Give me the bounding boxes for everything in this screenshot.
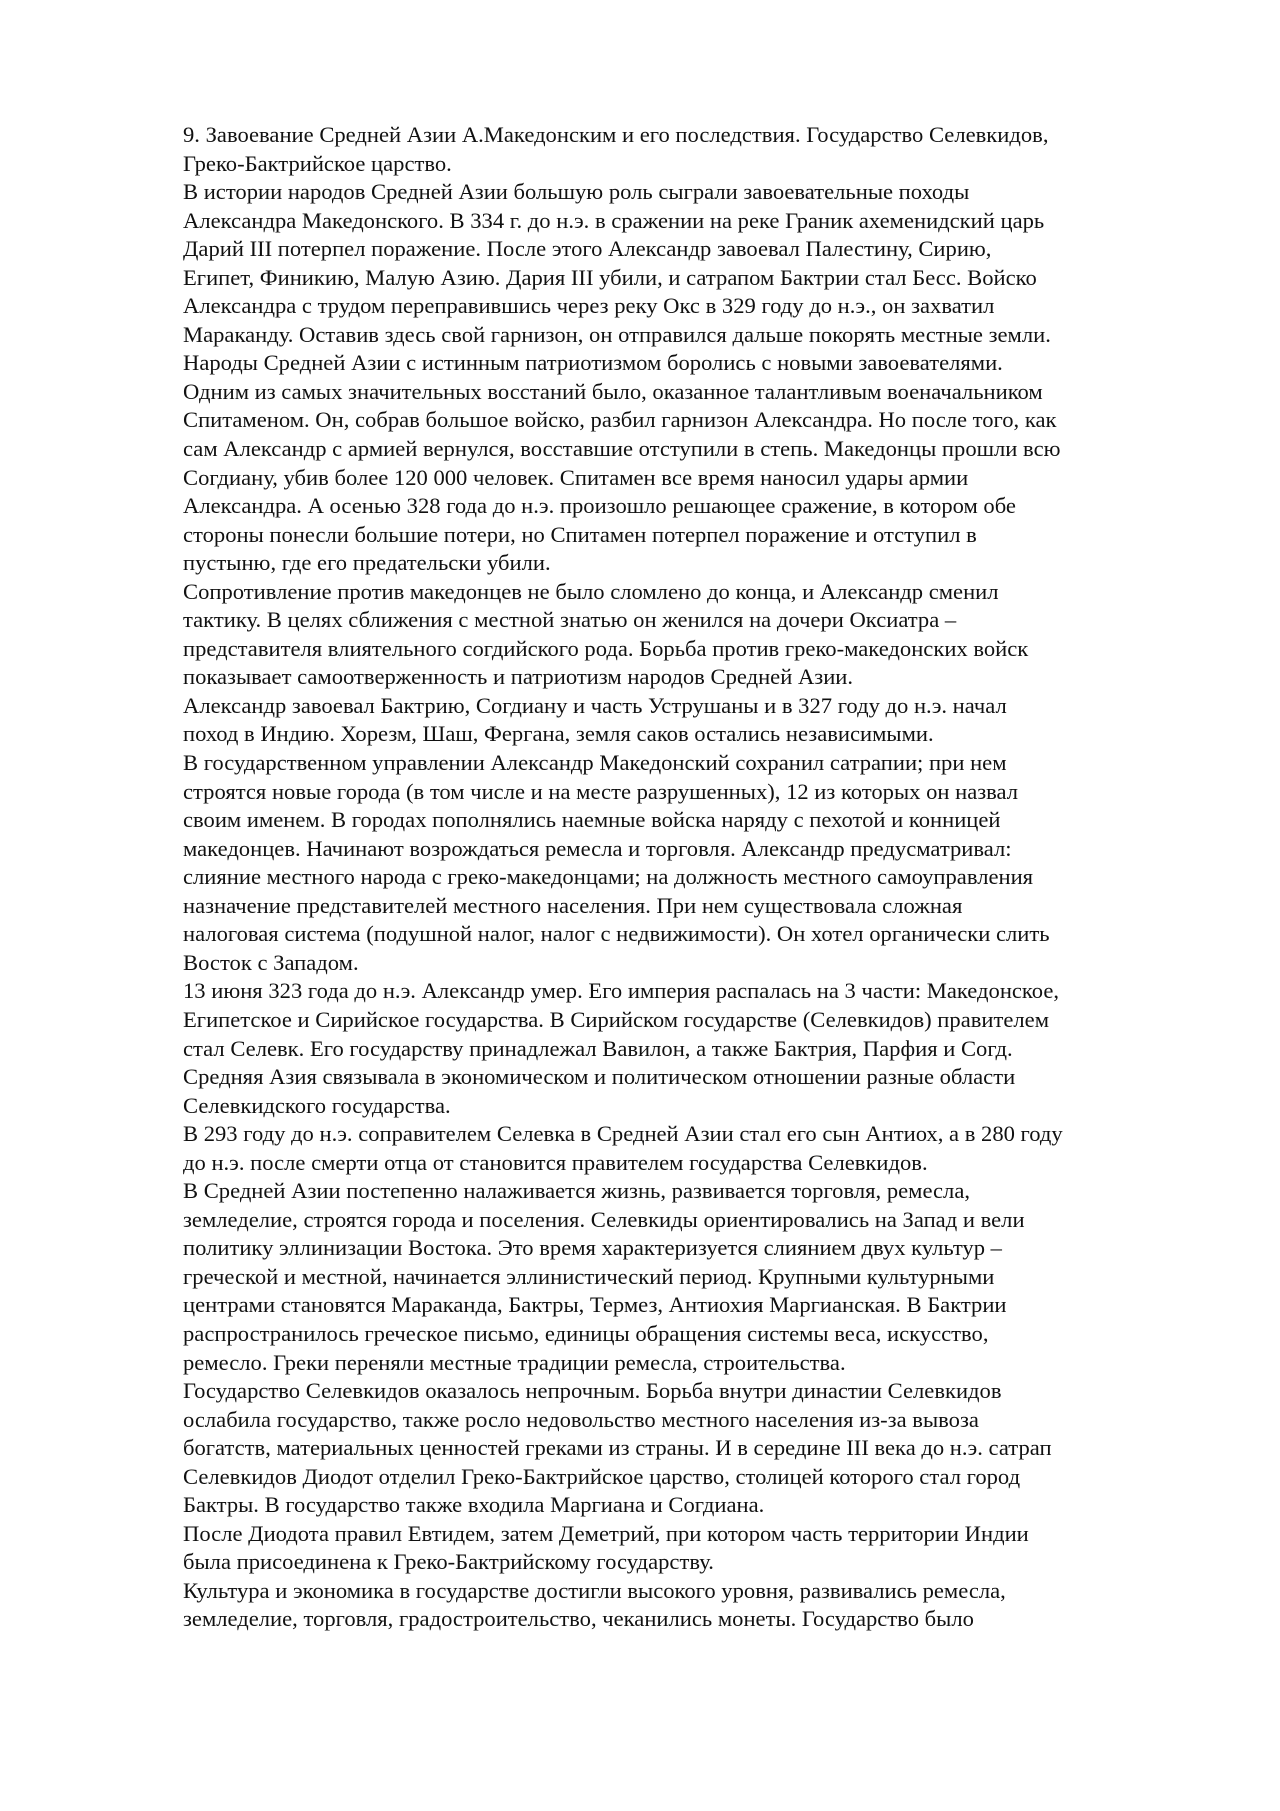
text-line: Одним из самых значительных восстаний было, оказанное талантливым военачальником [183, 378, 1043, 404]
text-line: Сопротивление против македонцев не было сломлено до конца, и Александр сменил [183, 578, 999, 604]
text-line: политику эллинизации Востока. Это время характеризуется слиянием двух культур – [183, 1235, 1002, 1261]
text-line: Греко-Бактрийское царство. [183, 150, 452, 176]
text-line: показывает самоотверженность и патриотизм народов Средней Азии. [183, 664, 854, 690]
text-line: назначение представителей местного населения. При нем существовала сложная [183, 892, 963, 918]
text-line: своим именем. В городах пополнялись наемные войска наряду с пехотой и конницей [183, 807, 1001, 833]
text-line: македонцев. Начинают возрождаться ремесла и торговля. Александр предусматривал: [183, 835, 1012, 861]
text-line: Бактры. В государство также входила Маргиана и Согдиана. [183, 1492, 765, 1518]
document-body-text [183, 121, 1193, 1634]
text-line: центрами становятся Мараканда, Бактры, Термез, Антиохия Маргианская. В Бактрии [183, 1292, 1007, 1318]
text-line: Александра Македонского. В 334 г. до н.э. в сражении на реке Граник ахеменидский царь [183, 207, 1045, 233]
text-line: После Диодота правил Евтидем, затем Деметрий, при котором часть территории Индии [183, 1520, 1029, 1546]
text-line: Спитаменом. Он, собрав большое войско, разбил гарнизон Александра. Но после того, как [183, 407, 1057, 433]
text-line: 9. Завоевание Средней Азии А.Македонским и его последствия. Государство Селевкидов, [183, 122, 1049, 147]
text-line: тактику. В целях сближения с местной знатью он женился на дочери Оксиатра – [183, 607, 957, 633]
text-line: В истории народов Средней Азии большую роль сыграли завоевательные походы [183, 179, 970, 205]
text-line: Согдиану, убив более 120 000 человек. Спитамен все время наносил удары армии [183, 464, 969, 490]
text-line: земледелие, торговля, градостроительство, чеканились монеты. Государство было [183, 1606, 974, 1632]
text-line: Мараканду. Оставив здесь свой гарнизон, он отправился дальше покорять местные земли. [183, 321, 1051, 347]
text-line: Дарий III потерпел поражение. После этого Александр завоевал Палестину, Сирию, [183, 236, 992, 262]
text-line: строятся новые города (в том числе и на месте разрушенных), 12 из которых он назвал [183, 778, 1019, 804]
text-line: ремесло. Греки переняли местные традиции ремесла, строительства. [183, 1349, 846, 1375]
text-line: греческой и местной, начинается эллинистический период. Крупными культурными [183, 1263, 995, 1289]
text-line: Александра с трудом переправившись через реку Окс в 329 году до н.э., он захватил [183, 293, 995, 319]
text-line: поход в Индию. Хорезм, Шаш, Фергана, земля саков остались независимыми. [183, 721, 934, 747]
text-line: Египетское и Сирийское государства. В Сирийском государстве (Селевкидов) правителем [183, 1006, 1049, 1032]
text-line: налоговая система (подушной налог, налог с недвижимости). Он хотел органически слить [183, 921, 1050, 947]
text-line: стороны понесли большие потери, но Спитамен потерпел поражение и отступил в [183, 521, 977, 547]
text-line: В государственном управлении Александр Македонский сохранил сатрапии; при нем [183, 750, 1007, 776]
text-line: В Средней Азии постепенно налаживается жизнь, развивается торговля, ремесла, [183, 1178, 971, 1204]
text-line: В 293 году до н.э. соправителем Селевка в Средней Азии стал его сын Антиох, а в 280 году [183, 1121, 1063, 1147]
text-line: богатств, материальных ценностей греками из страны. И в середине III века до н.э. сатрап [183, 1435, 1052, 1461]
text-line: земледелие, строятся города и поселения. Селевкиды ориентировались на Запад и вели [183, 1206, 1025, 1232]
text-line: Народы Средней Азии с истинным патриотизмом боролись с новыми завоевателями. [183, 350, 1003, 376]
text-line: Средняя Азия связывала в экономическом и политическом отношении разные области [183, 1064, 1016, 1090]
text-line: слияние местного народа с греко-македонцами; на должность местного самоуправления [183, 864, 1034, 890]
text-line: стал Селевк. Его государству принадлежал Вавилон, а также Бактрия, Парфия и Согд. [183, 1035, 1013, 1061]
text-line: Восток с Западом. [183, 949, 359, 975]
text-line: Александр завоевал Бактрию, Согдиану и часть Уструшаны и в 327 году до н.э. начал [183, 692, 1007, 718]
text-line: ослабила государство, также росло недовольство местного населения из-за вывоза [183, 1406, 979, 1432]
text-line: Селевкидов Диодот отделил Греко-Бактрийское царство, столицей которого стал город [183, 1463, 1021, 1489]
text-line: Культура и экономика в государстве достигли высокого уровня, развивались ремесла, [183, 1577, 1006, 1603]
text-line: 13 июня 323 года до н.э. Александр умер. Его империя распалась на 3 части: Македонское, [183, 978, 1060, 1004]
text-line: распространилось греческое письмо, единицы обращения системы веса, искусство, [183, 1320, 989, 1346]
text-line: Египет, Финикию, Малую Азию. Дария III убили, и сатрапом Бактрии стал Бесс. Войско [183, 264, 1037, 290]
text-line: до н.э. после смерти отца от становится правителем государства Селевкидов. [183, 1149, 928, 1175]
text-line: была присоединена к Греко-Бактрийскому государству. [183, 1549, 714, 1575]
text-line: сам Александр с армией вернулся, восставшие отступили в степь. Македонцы прошли всю [183, 436, 1061, 462]
text-line: Государство Селевкидов оказалось непрочным. Борьба внутри династии Селевкидов [183, 1378, 1002, 1404]
text-line: представителя влиятельного согдийского рода. Борьба против греко-македонских войск [183, 635, 1029, 661]
text-line: пустыню, где его предательски убили. [183, 550, 551, 576]
text-line: Селевкидского государства. [183, 1092, 451, 1118]
text-line: Александра. А осенью 328 года до н.э. произошло решающее сражение, в котором обе [183, 493, 1016, 519]
